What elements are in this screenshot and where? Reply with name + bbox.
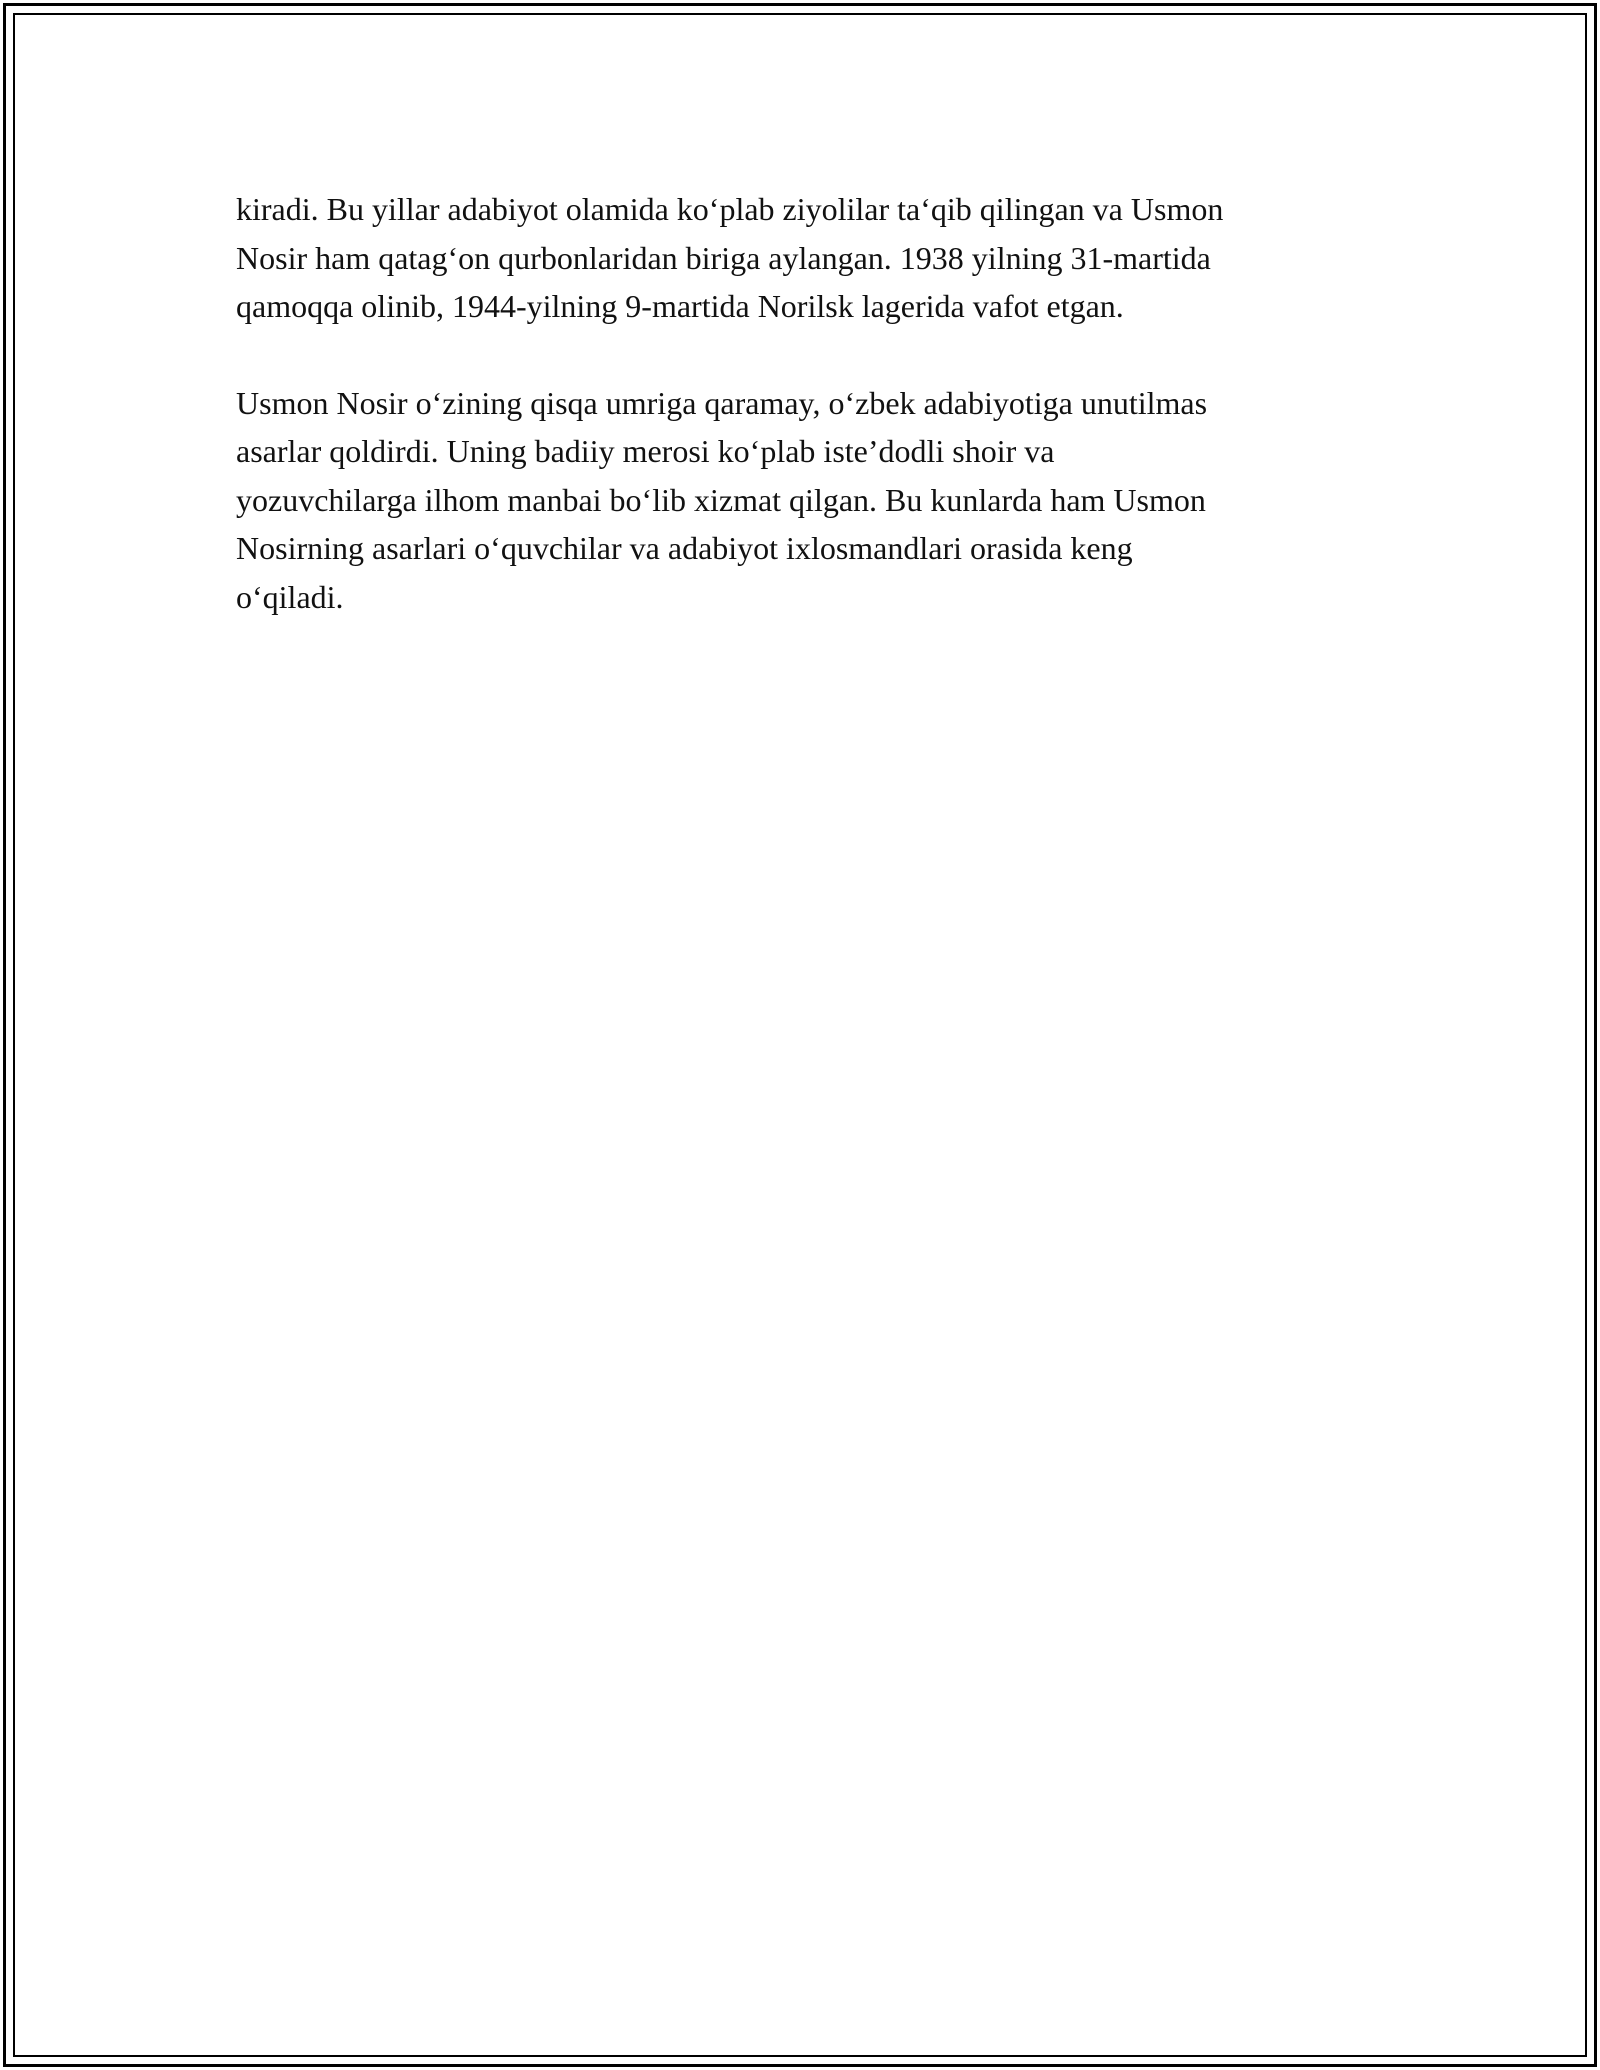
paragraph-line: o‘qiladi. [236,578,344,615]
paragraph-line: Usmon Nosir o‘zining qisqa umriga qaramay, o‘zbek adabiyotiga unutilmas [236,384,1208,421]
document-body [236,185,1416,621]
paragraph-2 [236,379,1416,622]
paragraph-line: yozuvchilarga ilhom manbai bo‘lib xizmat qilgan. Bu kunlarda ham Usmon [236,481,1206,518]
paragraph-1 [236,185,1416,331]
paragraph-line: Nosirning asarlari o‘quvchilar va adabiyot ixlosmandlari orasida keng [236,530,1133,566]
paragraph-line: asarlar qoldirdi. Uning badiiy merosi ko‘plab iste’dodli shoir va [236,433,1055,469]
paragraph-line: kiradi. Bu yillar adabiyot olamida ko‘plab ziyolilar ta‘qib qilingan va Usmon [236,191,1224,227]
paragraph-line: Nosir ham qatag‘on qurbonlaridan biriga aylangan. 1938 yilning 31-martida [236,239,1211,276]
paragraph-line: qamoqqa olinib, 1944-yilning 9-martida Norilsk lagerida vafot etgan. [236,288,1124,324]
